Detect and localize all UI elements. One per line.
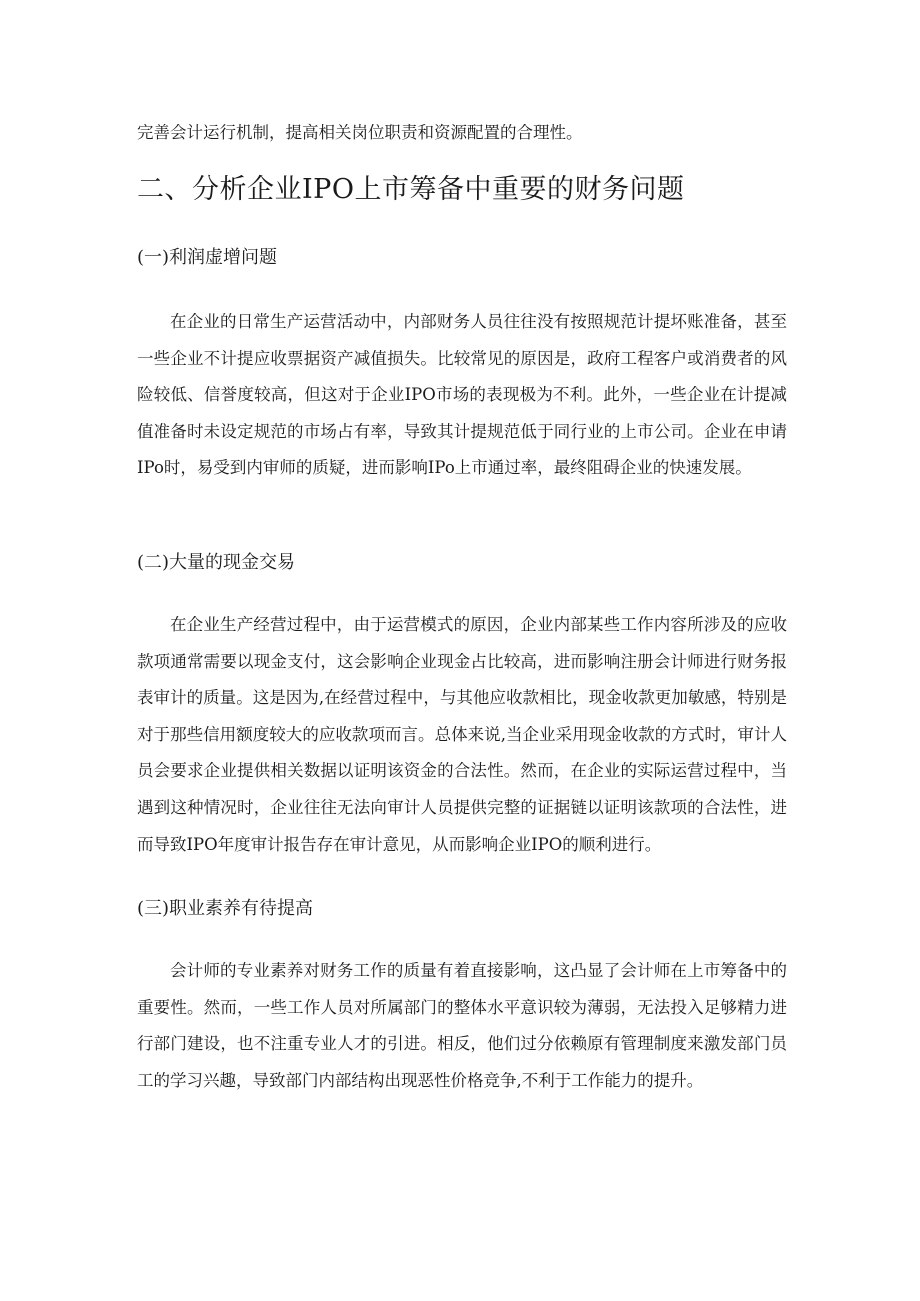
subsection-heading-1: (一)利润虚增问题	[137, 247, 278, 268]
subsection-heading-2: (二)大量的现金交易	[137, 552, 296, 573]
paragraph-3: 会计师的专业素养对财务工作的质量有着直接影响，这凸显了会计师在上市筹备中的重要性。然而，一些工作人员对所属部门的整体水平意识较为薄弱，无法投入足够精力进行部门建设，也不注重专业人才的引进。相反，他们过分依赖原有管理制度来激发部门员工的学习兴趣，导致部门内部结构出现恶性价格竞争,不利于工作能力的提升。	[137, 961, 787, 1090]
paragraph-1: 在企业的日常生产运营活动中，内部财务人员往往没有按照规范计提坏账准备，甚至一些企业不计提应收票据资产减值损失。比较常见的原因是，政府工程客户或消费者的风险较低、信誉度较高，但这对于企业IPO市场的表现极为不利。此外，一些企业在计提减值准备时未设定规范的市场占有率，导致其计提规范低于同行业的上市公司。企业在申请IPo时，易受到内审师的质疑，进而影响IPo上市通过率，最终阻碍企业的快速发展。	[137, 312, 787, 478]
section-heading: 二、分析企业IPO上市筹备中重要的财务问题	[137, 174, 685, 205]
continuation-text: 完善会计运行机制，提高相关岗位职责和资源配置的合理性。	[137, 123, 583, 142]
subsection-heading-3: (三)职业素养有待提高	[137, 898, 314, 919]
paragraph-2: 在企业生产经营过程中，由于运营模式的原因，企业内部某些工作内容所涉及的应收款项通常需要以现金支付，这会影响企业现金占比较高，进而影响注册会计师进行财务报表审计的质量。这是因为,在经营过程中，与其他应收款相比，现金收款更加敏感，特别是对于那些信用额度较大的应收款项而言。总体来说,当企业采用现金收款的方式时，审计人员会要求企业提供相关数据以证明该资金的合法性。然而，在企业的实际运营过程中，当遇到这种情况时，企业往往无法向审计人员提供完整的证据链以证明该款项的合法性，进而导致IPO年度审计报告存在审计意见，从而影响企业IPO的顺利进行。	[137, 615, 787, 854]
